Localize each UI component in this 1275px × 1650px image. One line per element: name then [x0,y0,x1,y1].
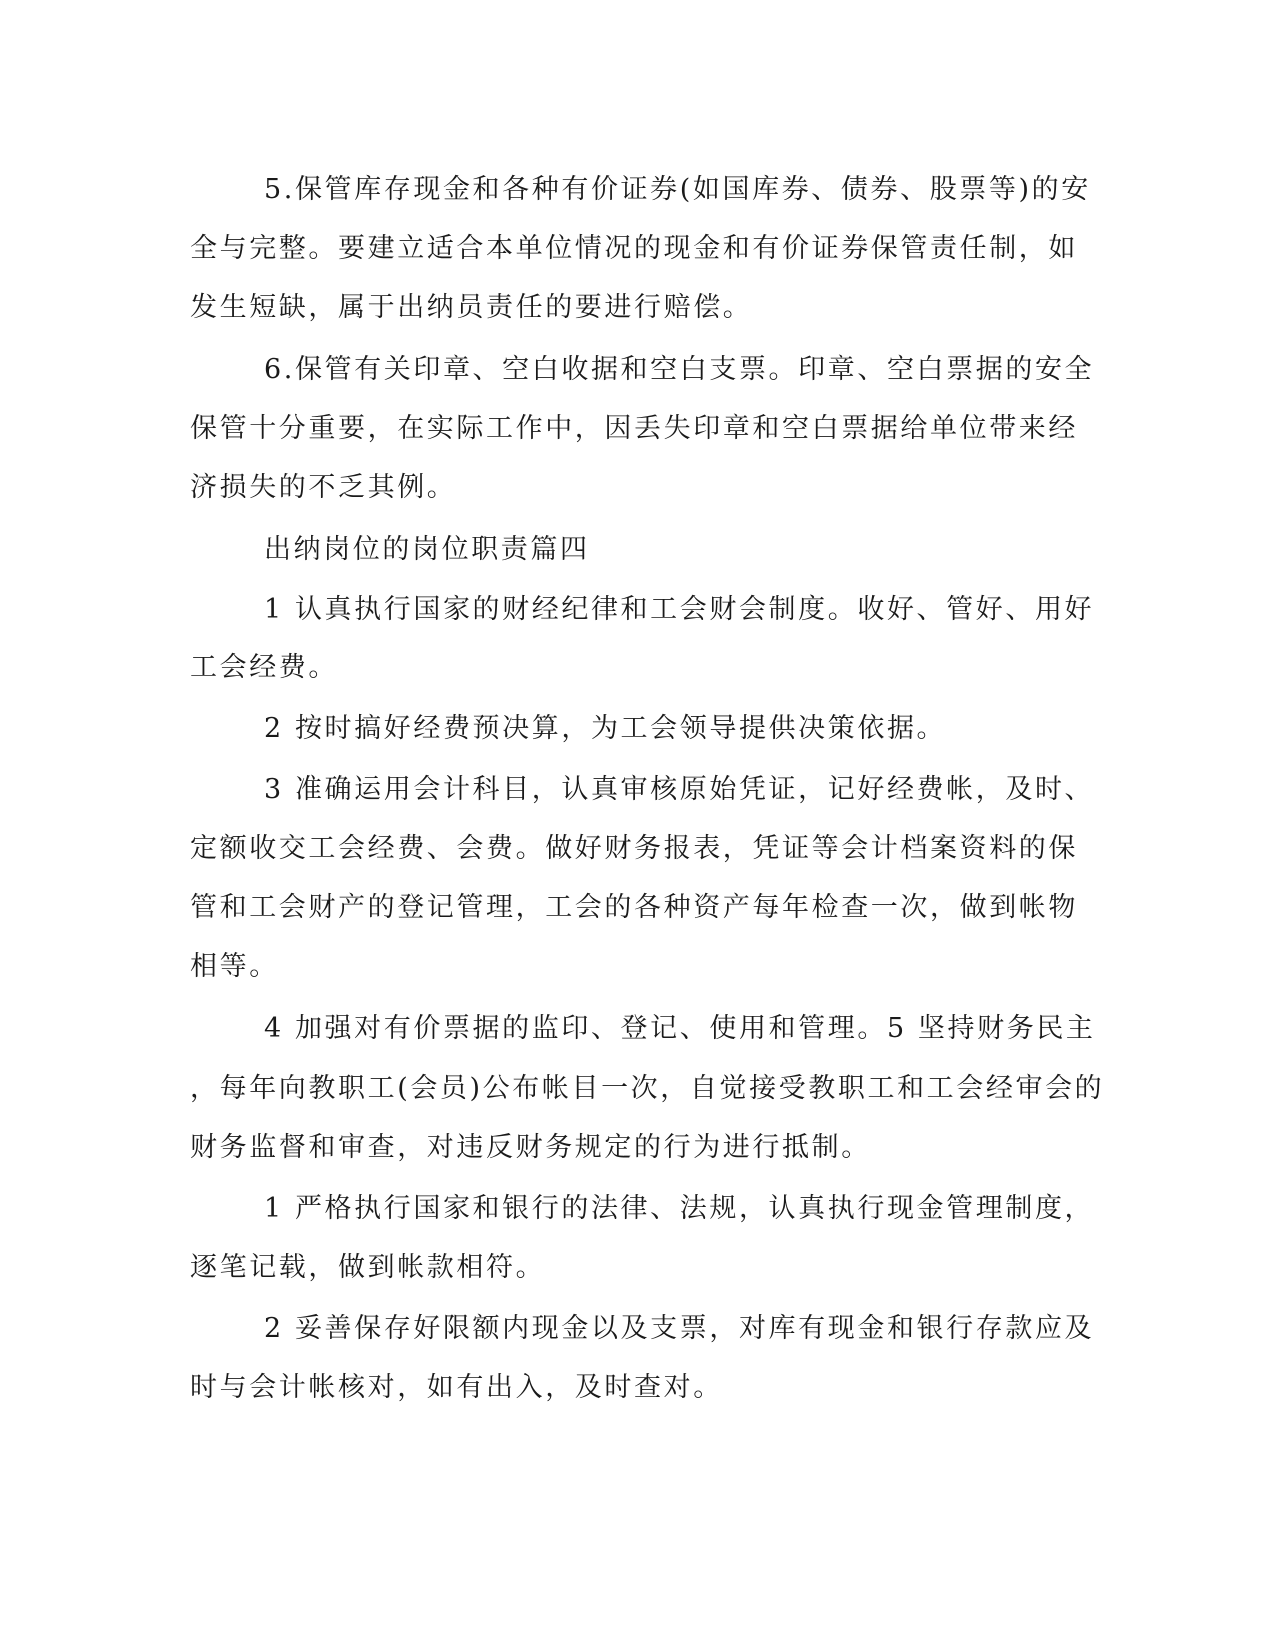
text-line: 工会经费。 [190,652,338,683]
text-line: 4 加强对有价票据的监印、登记、使用和管理。5 坚持财务民主 [264,1013,1096,1044]
text-line: 1 认真执行国家的财经纪律和工会财会制度。收好、管好、用好 [264,594,1095,625]
section-heading: 出纳岗位的岗位职责篇四 [264,534,590,565]
text-line: 定额收交工会经费、会费。做好财务报表，凭证等会计档案资料的保 [190,833,1078,864]
text-line: 6.保管有关印章、空白收据和空白支票。印章、空白票据的安全 [264,354,1095,385]
text-line: 逐笔记载，做到帐款相符。 [190,1252,546,1283]
text-line: 1 严格执行国家和银行的法律、法规，认真执行现金管理制度， [264,1193,1095,1224]
text-line: 济损失的不乏其例。 [190,472,457,503]
text-line: ，每年向教职工(会员)公布帐目一次，自觉接受教职工和工会经审会的 [190,1073,1105,1104]
text-line: 发生短缺，属于出纳员责任的要进行赔偿。 [190,292,753,323]
text-line: 财务监督和审查，对违反财务规定的行为进行抵制。 [190,1132,871,1163]
text-line: 3 准确运用会计科目，认真审核原始凭证，记好经费帐，及时、 [264,774,1095,805]
text-line: 相等。 [190,951,279,982]
text-line: 时与会计帐核对，如有出入，及时查对。 [190,1372,723,1403]
text-line: 管和工会财产的登记管理，工会的各种资产每年检查一次，做到帐物 [190,892,1078,923]
text-line: 5.保管库存现金和各种有价证券(如国库券、债券、股票等)的安 [264,174,1091,205]
text-line: 全与完整。要建立适合本单位情况的现金和有价证券保管责任制，如 [190,233,1078,264]
text-line: 2 按时搞好经费预决算，为工会领导提供决策依据。 [264,713,947,744]
text-line: 保管十分重要，在实际工作中，因丢失印章和空白票据给单位带来经 [190,413,1078,444]
text-line: 2 妥善保存好限额内现金以及支票，对库有现金和银行存款应及 [264,1313,1095,1344]
